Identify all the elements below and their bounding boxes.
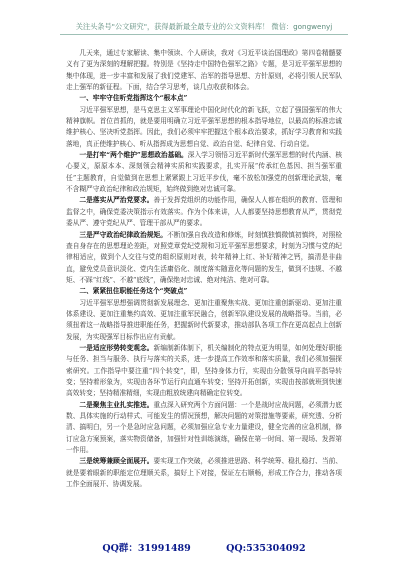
body-paragraph — [66, 230, 342, 287]
page-header: 关注头条号"公文研究"，获得最新最全最专业的公文资料库！ 微信：gongwenyj — [75, 22, 333, 31]
document-body — [66, 48, 342, 490]
body-paragraph: 习近平强军思想，是马克思主义军事理论中国化时代化的新飞跃，立起了强国强军的伟大精神旗帜。首位首抓的，就是要用明确立习近平强军思想的根本指导地位，以最高的标准忠诚维护核心、坚决听党指挥。因此，我们必须牢牢把握这个根本政治要求，抓好学习教育和实践落地，真正使维护核心、听从指挥成为思想自觉、政治自觉、纪律自觉、行动自觉。 — [66, 105, 342, 148]
footer-qq-group: QQ群：31991489 — [102, 543, 191, 554]
paragraph-text: 重点深入研究两个方面问题：一个是战时应战问题，必须潜力底数、具体实施的行动样式、可能发生的情况预想，解决问题的对策措施等要素，研究透、分析清、搞明白，另一个是急时应急问题，必须加强应急专业力量建设，健全完善的应急机制，修订应急方案预案，落实物资储备，加强针对性训练演练，确保在第一时间、第一现场、发挥第一作用。 — [66, 400, 343, 455]
body-paragraph — [66, 343, 342, 400]
paragraph-lead: 三是严守政治纪律政治规矩。 — [79, 230, 167, 239]
paragraph-text: 新编制新体制下，机关编制化的特点更为明显，如何处理好职能与任务、担当与服务、执行与落实的关系，进一步提高工作效率和落实质量，我们必须加强探索研究。工作指导中要注重“四个转变”，即，坚持身体力行，实现由分散领导向扁平指导转变；坚持着形象为，实现由各环节运行向直通车转变；坚持开拓创新，实现由按部就班到快速高效转变；坚持精准精细，实现由粗放统建向精确定位转变。 — [66, 343, 343, 398]
body-paragraph — [66, 150, 342, 195]
body-paragraph — [66, 400, 342, 457]
body-paragraph — [66, 195, 342, 229]
body-paragraph: 习近平强军思想强调贯彻新发展理念、更加注重聚焦实战、更加注重创新驱动、更加注重体系建设、更加注重集约高效、更加注重军民融合，创新军队建设发展的战略指导。当前，必须扭着这一战略指导推进职能任务，把握新时代新要求，推动部队各项工作在更高起点上创新发展，为实现强军目标作出应有贡献。 — [66, 298, 342, 341]
paragraph-text: 深入学习领悟习近平新时代强军思想的时代内涵、核心要义，原原本本、深刻领会精神实质和实践要求，扎实开展“传承红色基因、担当强军重任”主题教育，自觉做到在思想上紧紧跟上习近平步伐，毫不放松加强党的创新理论武装，毫不含糊严守政治纪律和政治规矩，始终做到绝对忠诚可靠。 — [66, 151, 343, 194]
paragraph-lead: 一是适应形势转变观念。 — [79, 343, 154, 352]
section-heading: 一、牢牢守住听党指挥这个“根本点” — [79, 94, 188, 103]
page-footer — [0, 540, 408, 554]
paragraph-lead: 三是统筹兼顾全面展开。 — [79, 457, 154, 466]
body-paragraph — [66, 456, 342, 490]
section-heading: 二、紧紧扭住职能任务这个“突破点” — [79, 287, 188, 296]
paragraph-lead: 二是聚焦主业扎实推进。 — [79, 400, 154, 409]
paragraph-lead: 二是落实从严治党要求。 — [79, 196, 154, 205]
paragraph-lead: 一是打牢“两个维护”思想政治基础。 — [79, 151, 188, 160]
paragraph-text: 不断加强自我改造和修炼，时刻慎独慎微慎初慎终，对照检查自身存在的思想理论差距，对照党章党纪党规和习近平强军思想要求，时刻为习惯与党的纪律相适应，做到个人交往与党的组织原则对表，转年精神上红、补好精神之钙，搞清是非曲直，避免党员意识淡化、党内生活庸俗化、制度落实随意化等问题的发生，做到不违规、不越矩、不踩“红线”、不越“底线”，确保绝对忠诚、绝对纯洁、绝对可靠。 — [66, 230, 343, 284]
footer-qq-number: QQ:535304092 — [226, 543, 306, 554]
paragraph-text: 善于发挥党组织的功能作用，确保人人都在组织的教育、管理和监督之中，确保党委决策指示有效落实。作为个体来讲，人人都要坚持思想教育从严，贯彻党委从严、遵守党纪从严、管理干部从严的要求。 — [66, 196, 343, 228]
paragraph-text: 要实现工作突破，必须推进思路、科学统筹、稳扎稳打、当前、就是要着眼新的职能定位理顺关系，搞好上下对接，保证左右顺畅，形成工作合力，推动各项工作全面展开、协调发展。 — [66, 457, 343, 489]
body-paragraph: 几天来，通过专家解读、集中领读、个人研读，我对《习近平谈治国理政》第四卷精髓要义有了更为深刻的理解把握。特别是《坚持走中国特色强军之路》专题，是习近平强军思想的集中体现，进一步丰富和发展了我们党建军、治军的指导思想、方针原则，必将引领人民军队走上强军的新征程。下面，结合学习思考，谈几点收获和体会。 — [66, 49, 342, 92]
header-divider — [60, 34, 348, 35]
